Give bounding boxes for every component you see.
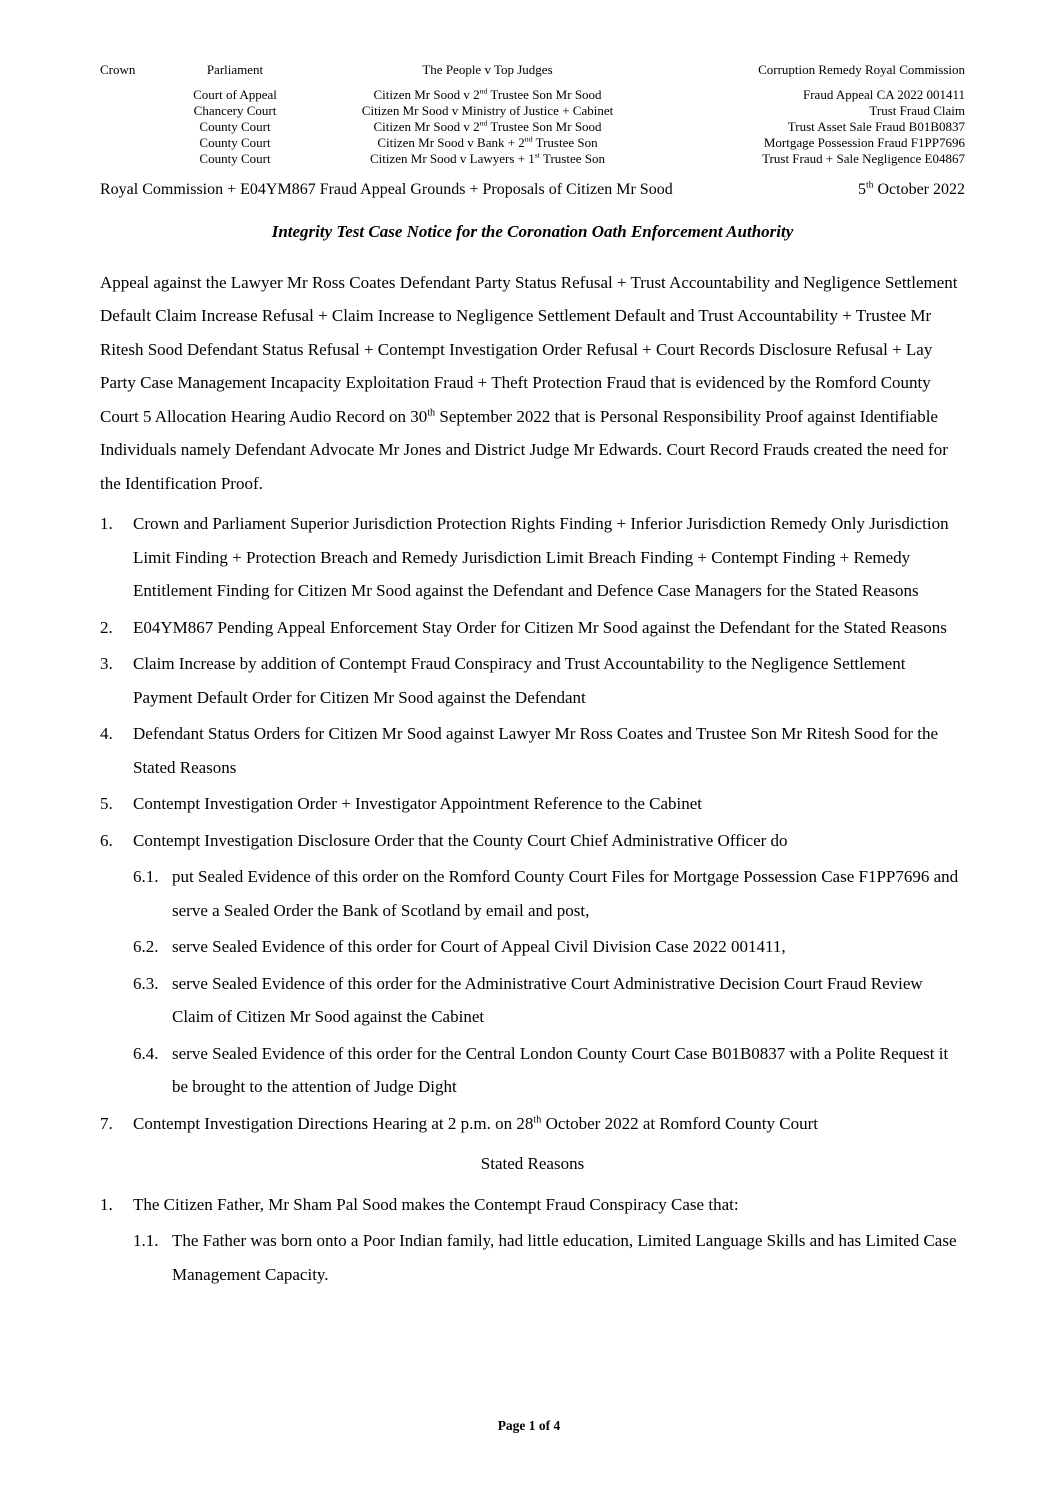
case-ref: Trust Fraud Claim: [869, 103, 965, 118]
court-name: County Court: [199, 135, 271, 150]
header-title-row: [100, 62, 965, 78]
orders-list: [100, 507, 965, 1140]
case-row: [100, 87, 965, 103]
order-number: 6.1.: [133, 867, 159, 886]
stated-reasons-list: [100, 1188, 965, 1292]
case-row: [100, 135, 965, 151]
stated-reasons-heading: Stated Reasons: [480, 1154, 585, 1173]
opening-paragraph: Appeal against the Lawyer Mr Ross Coates Defendant Party Status Refusal + Trust Accountability and Negligence Settlement Default Claim Increase Refusal + Claim Increase to Negligence Settlement Default and Trust Accountability + Trustee Mr Ritesh Sood Defendant Status Refusal + Contempt Investigation Order Refusal + Court Records Disclosure Refusal + Lay Party Case Management Incapacity Exploitation Fraud + Theft Protection Fraud that is evidenced by the Romford County Court 5 Allocation Hearing Audio Record on 30th September 2022 that is Personal Responsibility Proof against Identifiable Individuals namely Defendant Advocate Mr Jones and District Judge Mr Edwards. Court Record Frauds created the need for the Identification Proof.: [100, 272, 958, 493]
order-item-7: 7. Contempt Investigation Directions Hearing at 2 p.m. on 28th October 2022 at Romford County Court: [100, 1107, 965, 1141]
header-crown: Crown: [100, 62, 136, 77]
case-row: [100, 119, 965, 135]
order-number: 7.: [100, 1113, 113, 1133]
case-title: Citizen Mr Sood v Lawyers + 1st Trustee Son: [370, 150, 605, 166]
court-name: County Court: [199, 119, 271, 134]
order-item-2: 2. E04YM867 Pending Appeal Enforcement Stay Order for Citizen Mr Sood against the Defendant for the Stated Reasons: [100, 611, 965, 645]
order-number: 3.: [100, 654, 113, 673]
case-ref: Trust Asset Sale Fraud B01B0837: [787, 119, 965, 134]
order-number: 1.: [100, 514, 113, 533]
order-item-3: 3. Claim Increase by addition of Contempt Fraud Conspiracy and Trust Accountability to the Negligence Settlement Payment Default Order for Citizen Mr Sood against the Defendant: [100, 647, 965, 714]
case-title: Citizen Mr Sood v 2nd Trustee Son Mr Sood: [373, 118, 602, 134]
court-name: Court of Appeal: [193, 87, 277, 102]
document-date: 5th October 2022: [858, 179, 965, 198]
header-royal-commission: Corruption Remedy Royal Commission: [758, 62, 965, 77]
order-item-5: 5. Contempt Investigation Order + Investigator Appointment Reference to the Cabinet: [100, 787, 965, 821]
order-item-4: 4. Defendant Status Orders for Citizen Mr Sood against Lawyer Mr Ross Coates and Trustee Son Mr Ritesh Sood for the Stated Reasons: [100, 717, 965, 784]
case-row: [100, 151, 965, 167]
case-title: Citizen Mr Sood v Bank + 2nd Trustee Son: [377, 134, 598, 150]
court-name: County Court: [199, 151, 271, 166]
order-number: 2.: [100, 617, 113, 637]
order-item-6: 6. Contempt Investigation Disclosure Order that the County Court Chief Administrative Officer do: [100, 824, 965, 858]
case-row: [100, 103, 965, 119]
order-item-6-2: 6.2. serve Sealed Evidence of this order for Court of Appeal Civil Division Case 2022 001411,: [100, 930, 965, 964]
order-item-6-1: 6.1. put Sealed Evidence of this order on the Romford County Court Files for Mortgage Possession Case F1PP7696 and serve a Sealed Order the Bank of Scotland by email and post,: [100, 860, 965, 927]
document-title: Integrity Test Case Notice for the Coronation Oath Enforcement Authority: [271, 222, 794, 241]
reason-number: 1.: [100, 1194, 113, 1214]
order-item-1: 1. Crown and Parliament Superior Jurisdiction Protection Rights Finding + Inferior Jurisdiction Remedy Only Jurisdiction Limit Finding + Protection Breach and Remedy Jurisdiction Limit Breach Finding + Contempt Finding + Remedy Entitlement Finding for Citizen Mr Sood against the Defendant and Defence Case Managers for the Stated Reasons: [100, 507, 965, 608]
court-name: Chancery Court: [193, 103, 277, 118]
reason-number: 1.1.: [133, 1231, 159, 1250]
case-ref: Mortgage Possession Fraud F1PP7696: [763, 135, 965, 150]
order-item-6-4: 6.4. serve Sealed Evidence of this order for the Central London County Court Case B01B0837 with a Polite Request it be brought to the attention of Judge Dight: [100, 1037, 965, 1104]
order-number: 6.4.: [133, 1043, 159, 1063]
case-title: Citizen Mr Sood v 2nd Trustee Son Mr Sood: [373, 86, 602, 102]
order-number: 5.: [100, 794, 113, 813]
reason-item-1-1: 1.1. The Father was born onto a Poor Indian family, had little education, Limited Language Skills and has Limited Case Management Capacity.: [100, 1224, 965, 1291]
case-header-table: [100, 62, 965, 167]
page-footer: Page 1 of 4: [497, 1418, 561, 1433]
order-number: 6.2.: [133, 937, 159, 956]
order-number: 6.: [100, 830, 113, 850]
order-item-6-3: 6.3. serve Sealed Evidence of this order for the Administrative Court Administrative Decision Court Fraud Review Claim of Citizen Mr Sood against the Cabinet: [100, 967, 965, 1034]
case-ref: Trust Fraud + Sale Negligence E04867: [762, 151, 965, 166]
case-ref: Fraud Appeal CA 2022 001411: [802, 87, 965, 102]
order-number: 4.: [100, 724, 113, 743]
header-parliament: Parliament: [206, 62, 264, 77]
case-title: Citizen Mr Sood v Ministry of Justice + Cabinet: [361, 103, 614, 118]
order-number: 6.3.: [133, 973, 159, 993]
reason-item-1: 1. The Citizen Father, Mr Sham Pal Sood makes the Contempt Fraud Conspiracy Case that:: [100, 1188, 965, 1222]
royal-commission-text: Royal Commission + E04YM867 Fraud Appeal Grounds + Proposals of Citizen Mr Sood: [100, 181, 673, 198]
header-people-v-top-judges: The People v Top Judges: [422, 62, 553, 77]
royal-commission-line: [100, 180, 965, 200]
